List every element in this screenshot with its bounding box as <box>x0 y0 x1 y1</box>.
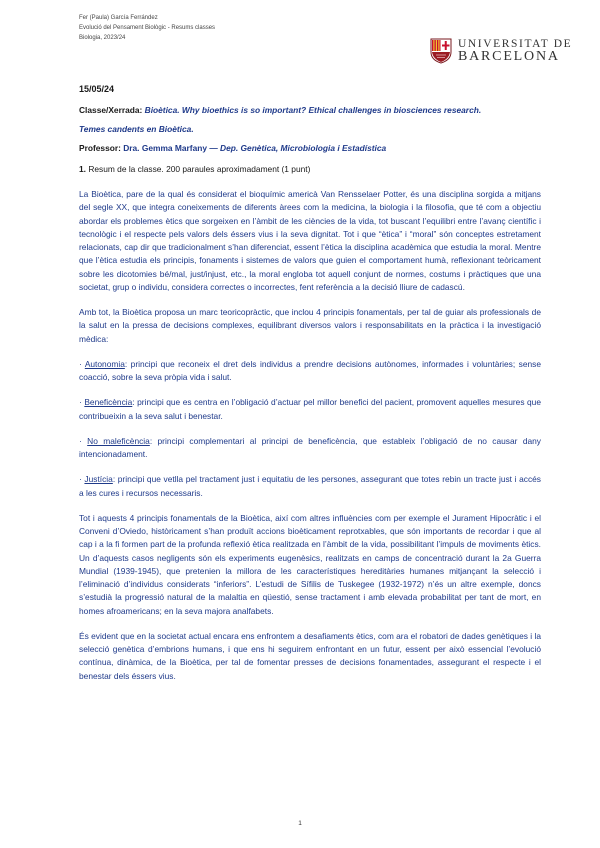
professor-label: Professor: <box>79 143 121 153</box>
section-number: 1. <box>79 164 86 174</box>
class-title-prefix: Bioètica. <box>144 105 180 115</box>
paragraph-intro: La Bioètica, pare de la qual és considerat el bioquímic americà Van Rensselaer Potter, és una disciplina sorgida a mitjans del segle XX, que integra coneixements de diferents àrees com la medicina, la biologia i la filosofia, que té com a objectiu abordar els problemes ètics que sorgeixen en l’àmbit de les ciències de la vida, tot buscant l’equilibri entre l’avanç científic i tecnològic i el respecte pels valors dels éssers vius i la seva dignitat. Tot i que “ètica” i “moral” són conceptes estretament relacionats, cap dir que tradicionalment s’han diferenciat, essent l’ètica la disciplina acadèmica que estudia la moral. Mentre que l’ètica estudia els principis, fonaments i sistemes de valors que guien el comportament humà, reflexionant teòricament sobre les dicotomies bé/mal, just/injust, etc., la moral engloba tot aquell conjunt de normes, costums i pràctiques que una societat, grup o individu, considera correctes o incorrectes, fent referència a la decisió lliure de cadascú. <box>79 189 541 292</box>
principle-name: No maleficència <box>87 435 150 446</box>
header-meta <box>79 13 215 43</box>
class-subtitle: Temes candents en Bioètica. <box>79 124 194 134</box>
principle-text: : principi que vetlla pel tractament just i equitatiu de les persones, assegurant que totes rebin un tracte just i accés a les cures i recursos necessaris. <box>79 474 541 498</box>
author: Fer (Paula) García Ferrández <box>79 15 158 21</box>
professor-dash: — <box>209 143 218 153</box>
university-name <box>458 38 572 64</box>
university-logo <box>430 38 572 64</box>
paragraph-principles-intro: Amb tot, la Bioètica proposa un marc teoricopràctic, que inclou 4 principis fonamentals, per tal de guiar als professionals de la salut en la pressa de decisions complexes, equilibrant diversos valors i responsabilitats en la pràctica i la investigació mèdica: <box>79 307 541 344</box>
principle-item: · No maleficència: principi complementari al principi de beneficència, que estableix l’obligació de no causar dany intencionadament. <box>79 435 541 459</box>
professor-line <box>79 142 541 154</box>
class-date: 15/05/24 <box>79 84 115 94</box>
page-number: 1 <box>298 820 302 827</box>
course: Evolució del Pensament Biològic - Resums classes <box>79 25 216 31</box>
principle-text: : principi que es centra en l’obligació d’actuar pel millor benefici del pacient, promovent aquelles mesures que contribueixin a la seva salut i benestar. <box>79 397 542 421</box>
degree: Biologia, 2023/24 <box>79 35 126 41</box>
professor-department: Dep. Genètica, Microbiologia i Estadística <box>220 143 387 153</box>
principle-name: Autonomia <box>84 358 125 369</box>
paragraph-history: Tot i aquests 4 principis fonamentals de la Bioètica, així com altres influències com per exemple el Jurament Hipocràtic i el Conveni d’Oviedo, històricament s’han produït accions bioèticament reprotxables, que són importants de recordar i que al cap i a la fi formen part de la profunda reflexió ètica realitzada en l’àmbit de la vida, possibilitant l’impuls de moviments ètics. Un d’aquests casos negligents són els experiments eugenèsics, realitzats en camps de concentració durant la 2a Guerra Mundial (1939-1945), que pretenien la millora de les característiques hereditàries humanes mitjançant la selecció i l’eliminació d’individus considerats “inferiors”. L’estudi de Sífilis de Tuskegee (1932-1972) n’és un altre exemple, doncs s’estudià la progressió natural de la malaltia en qüestió, sense tractament i amb elevada probabilitat per tant de mort, en homes afroamericans; en la seva majora analfabets. <box>79 512 541 616</box>
principle-text: : principi complementari al principi de beneficència, que estableix l’obligació de no causar dany intencionadament. <box>79 435 541 459</box>
principle-name: Beneficència <box>84 397 133 408</box>
document-body <box>79 84 541 683</box>
professor-name: Dra. Gemma Marfany <box>123 143 208 153</box>
class-label: Classe/Xerrada: <box>79 105 143 115</box>
paragraph-conclusion: És evident que en la societat actual encara ens enfrontem a desafiaments ètics, com ara el robatori de dades genètiques i la selecció genètica d’embrions humans, i que ens hi seguirem enfrontant en un futur, essent per això essencial l’evolució contínua, dinàmica, de la Bioètica, per tal de fomentar presses de decisions fonamentades, assegurant el respecte i el benestar dels éssers vius. <box>79 630 541 681</box>
section-title <box>79 163 541 175</box>
class-title: Why bioethics is so important? Ethical challenges in biosciences research. <box>181 105 482 115</box>
principle-item: · Beneficència: principi que es centra en l’obligació d’actuar pel millor benefici del pacient, promovent aquelles mesures que contribueixin a la seva salut i benestar. <box>79 397 542 421</box>
principle-item: · Justícia: principi que vetlla pel tractament just i equitatiu de les persones, assegurant que totes rebin un tracte just i accés a les cures i recursos necessaris. <box>79 474 541 498</box>
principle-text: : principi que reconeix el dret dels individus a prendre decisions autònomes, informades i voluntàries; sense coacció, sobre la seva pròpia vida i salut. <box>79 358 542 382</box>
principle-item: · Autonomia: principi que reconeix el dret dels individus a prendre decisions autònomes, informades i voluntàries; sense coacció, sobre la seva pròpia vida i salut. <box>79 358 542 382</box>
section-heading: Resum de la classe. 200 paraules aproximadament (1 punt) <box>88 164 311 174</box>
principle-name: Justícia <box>84 474 113 485</box>
class-line <box>79 104 541 116</box>
university-crest-icon <box>430 38 452 64</box>
university-name-line2: BARCELONA <box>458 49 560 64</box>
university-name-line1: UNIVERSITAT DE <box>458 38 573 50</box>
